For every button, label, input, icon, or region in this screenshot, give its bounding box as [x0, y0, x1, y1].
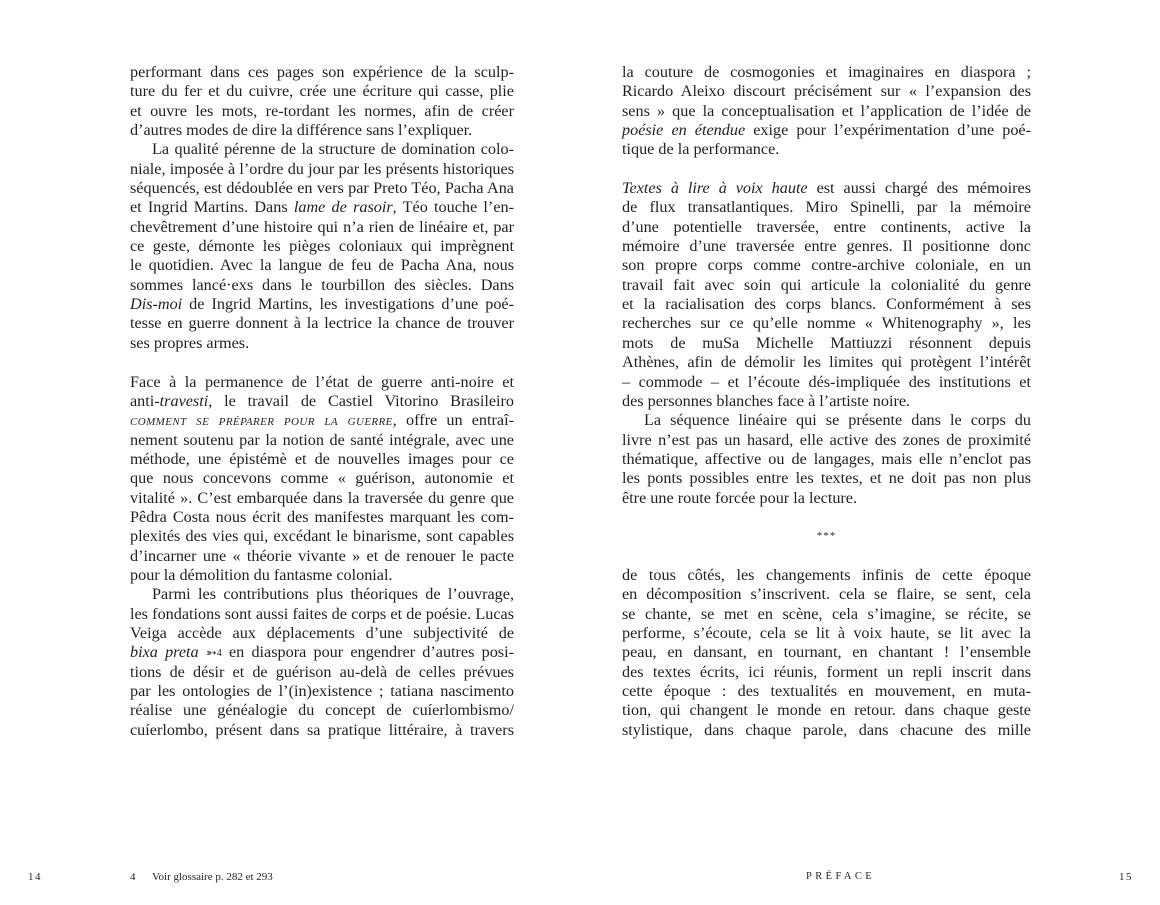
work-title-comment-se-preparer: comment se préparer pour la guerre — [130, 411, 393, 430]
text-line: plexités des vies qui, excédant le binarisme, sont capables — [130, 527, 514, 546]
text-line: stylistique, dans chaque parole, dans chacune des mille — [622, 720, 1031, 739]
text-line: Face à la permanence de l’état de guerre anti-noire et — [130, 372, 514, 391]
text-line: la couture de cosmogonies et imaginaires en diaspora ; — [622, 63, 1031, 81]
text-line: La qualité pérenne de la structure de domination colo- — [152, 140, 514, 159]
text-line: La séquence linéaire qui se présente dans le corps du — [644, 411, 1031, 430]
text-line: en décomposition s’inscrivent. cela se flaire, se sent, cela — [622, 585, 1031, 604]
text-line: cuíerlombo, présent dans sa pratique littéraire, à travers — [130, 720, 514, 739]
paragraph-gap — [622, 508, 1031, 527]
text-line: Ricardo Aleixo discourt précisément sur « l’expansion des — [622, 82, 1031, 101]
text-run: est aussi chargé des mémoires — [807, 179, 1031, 198]
work-title-dis-moi: Dis-moi — [130, 295, 183, 314]
text-line — [130, 392, 514, 411]
term-bixa-preta: bixa preta — [130, 643, 199, 662]
text-run: en diaspora pour engendrer d’autres posi- — [221, 643, 514, 662]
paragraph-gap — [130, 353, 514, 372]
term-poesie-en-etendue: poésie en étendue — [622, 121, 746, 140]
text-line: sommes lancé·exs dans le tourbillon des siècles. Dans — [130, 275, 514, 294]
text-line: chevêtrement d’une histoire qui n’a rien de linéaire et, par — [130, 217, 514, 236]
text-run: de Ingrid Martins, les investigations d’une poé- — [182, 295, 514, 314]
text-line: d’autres modes de dire la différence sans l’expliquer. — [130, 121, 473, 140]
book-title: Textes à lire à voix haute — [622, 179, 808, 198]
text-line: mots de muSa Michelle Mattiuzzi résonnent depuis — [622, 333, 1031, 352]
term-travesti: travesti — [159, 391, 209, 410]
text-line: se chante, se met en scène, cela s’imagine, se récite, se — [622, 604, 1031, 623]
text-line: de flux transatlantiques. Miro Spinelli, par la mémoire — [622, 198, 1031, 217]
text-line: les ponts possibles entre les textes, et ne doit pas non plus — [622, 469, 1031, 488]
text-run: , le travail de Castiel Vitorino Brasileiro — [208, 391, 514, 410]
text-line — [130, 643, 514, 662]
text-line — [622, 179, 1031, 198]
text-run: , offre un entraî- — [392, 411, 514, 430]
text-line: travail fait avec soin qui articule la colonialité du genre — [622, 275, 1031, 294]
text-line: le quotidien. Avec la langue de feu de Pacha Ana, nous — [130, 256, 514, 275]
text-line: tique de la performance. — [622, 140, 780, 159]
text-line: son propre corps comme contre-archive coloniale, en un — [622, 256, 1031, 275]
footnote-text: Voir glossaire p. 282 et 293 — [152, 871, 273, 883]
text-line: que nous concevons comme « guérison, autonomie et — [130, 469, 514, 488]
text-line: vitalité ». C’est embarquée dans la traversée du genre que — [130, 488, 514, 507]
text-line — [130, 295, 514, 314]
left-body-text — [130, 63, 514, 740]
text-line: Veiga accède aux déplacements d’une subjectivité de — [130, 623, 514, 642]
text-line: et ouvre les mots, re-tordant les normes, afin de créer — [130, 101, 514, 120]
text-line: livre n’est pas un hasard, elle active des zones de proximité — [622, 430, 1031, 449]
text-line: pour la démolition du fantasme colonial. — [130, 565, 393, 584]
paragraph-gap — [622, 547, 1031, 566]
text-line: tions de désir et de guérison au-delà de celles prévues — [130, 662, 514, 681]
text-line: Pêdra Costa nous écrit des manifestes marquant les com- — [130, 507, 514, 526]
text-line: performe, s’écoute, cela se lit à voix haute, se lit avec la — [622, 623, 1031, 642]
text-line: thématique, affective ou de langages, mais elle n’enclot pas — [622, 449, 1031, 468]
footnote-ref[interactable]: 4 — [216, 648, 222, 660]
page-number-left: 14 — [28, 871, 42, 883]
text-line: ce geste, démonte les pièges coloniaux qui imprègnent — [130, 237, 514, 256]
text-line: nement soutenu par la notion de santé intégrale, avec une — [130, 430, 514, 449]
text-line — [622, 121, 1031, 140]
footnote-number: 4 — [130, 871, 136, 883]
work-title-lame-de-rasoir: lame de rasoir — [293, 198, 393, 217]
right-body-text — [622, 63, 1031, 740]
text-line: les fondations sont aussi faites de corps et de poésie. Lucas — [130, 604, 514, 623]
text-line: et la racialisation des corps blancs. Conformément à ses — [622, 295, 1031, 314]
text-line: ses propres armes. — [130, 333, 250, 352]
text-run: anti- — [130, 391, 160, 410]
text-line: tesse en guerre donnent à la lectrice la chance de trouver — [130, 314, 514, 333]
text-line: méthode, une épistémè et de nouvelles images pour ce — [130, 449, 514, 468]
text-line: niale, imposée à l’ordre du jour par les présents historiques — [130, 159, 514, 178]
text-line: des personnes blanches face à l’artiste noire. — [622, 391, 911, 410]
text-line: d’une potentielle traversée, entre continents, active la — [622, 217, 1031, 236]
quill-icon[interactable]: ➳ — [205, 645, 217, 661]
text-line — [130, 198, 514, 217]
text-run: et Ingrid Martins. Dans — [130, 198, 294, 217]
text-line: cette époque : des textualités en mouvement, en muta- — [622, 682, 1031, 700]
text-line: peau, en dansant, en tournant, en chantant ! l’ensemble — [622, 643, 1031, 662]
text-line: de tous côtés, les changements infinis de cette époque — [622, 565, 1031, 584]
text-line: sens » que la conceptualisation et l’application de l’idée de — [622, 101, 1031, 120]
page-number-right: 15 — [1119, 871, 1133, 883]
text-line: Athènes, afin de démolir les limites qui protègent l’intérêt — [622, 353, 1031, 372]
text-line — [130, 411, 514, 430]
text-run: , Téo touche l’en- — [392, 198, 514, 217]
text-line: séquencés, est dédoublée en vers par Preto Téo, Pacha Ana — [130, 179, 514, 198]
text-line: performant dans ces pages son expérience de la sculp- — [130, 63, 514, 81]
text-line: – commode – et l’écoute dés-impliquée des institutions et — [622, 372, 1031, 391]
text-line: recherches sur ce qu’elle nomme « Whitenography », les — [622, 314, 1031, 333]
text-run: exige pour l’expérimentation d’une poé- — [745, 121, 1031, 140]
text-line: Parmi les contributions plus théoriques de l’ouvrage, — [152, 585, 514, 604]
paragraph-gap — [622, 160, 1031, 179]
text-line: par les ontologies de l’(in)existence ; tatiana nascimento — [130, 682, 514, 700]
right-page — [580, 0, 1160, 905]
text-line: réalise une généalogie du concept de cuíerlombismo/ — [130, 701, 514, 720]
text-line: d’incarner une « théorie vivante » et de renouer le pacte — [130, 546, 514, 565]
text-line: être une route forcée pour la lecture. — [622, 488, 858, 507]
text-line: tion, qui changent le monde en retour. dans chaque geste — [622, 701, 1031, 720]
text-line: mémoire d’une traversée entre genres. Il positionne donc — [622, 237, 1031, 256]
running-head: PRÉFACE — [806, 871, 876, 882]
section-break: *** — [816, 530, 837, 543]
text-line: des textes écrits, ici réunis, forment un repli inscrit dans — [622, 662, 1031, 681]
text-line: ture du fer et du cuivre, crée une écriture qui casse, plie — [130, 82, 514, 101]
